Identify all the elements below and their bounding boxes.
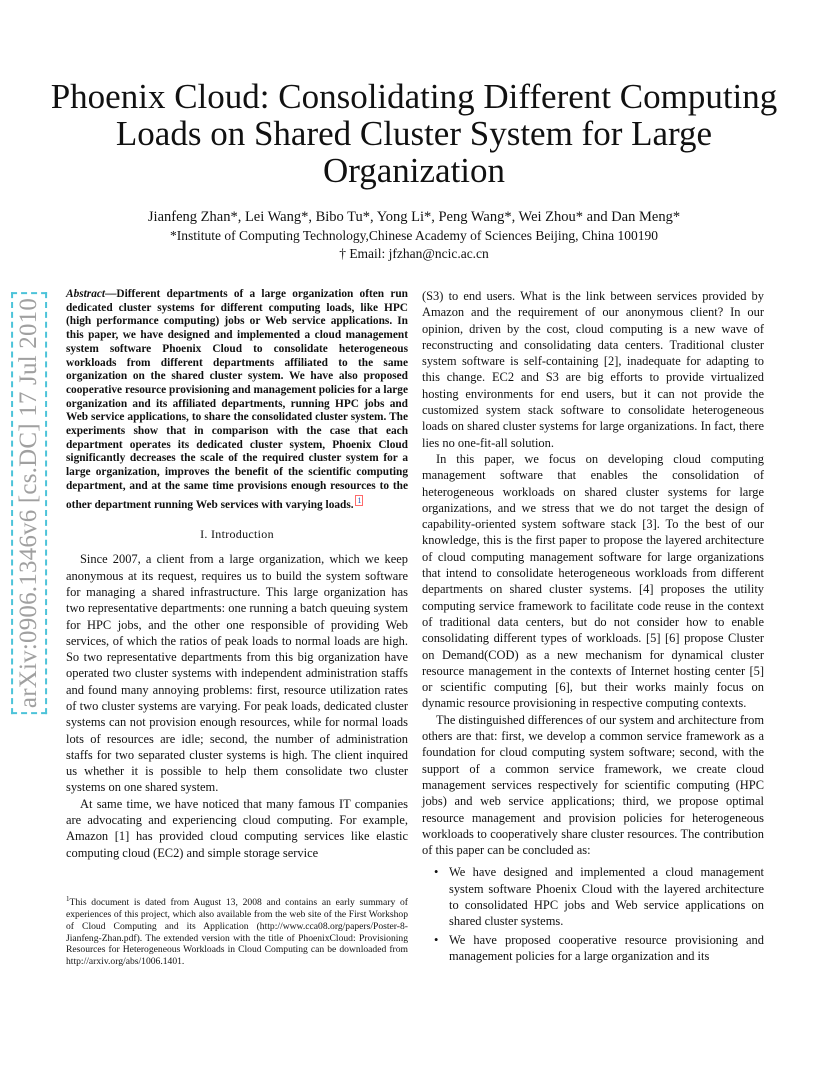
author-list: Jianfeng Zhan*, Lei Wang*, Bibo Tu*, Yong Li*, Peng Wang*, Wei Zhou* and Dan Meng* [147, 209, 681, 225]
affiliation: *Institute of Computing Technology,Chinese Academy of Sciences Beijing, China 100190 [170, 228, 658, 243]
footnote-link[interactable]: 1 [357, 495, 362, 505]
right-column [422, 288, 764, 966]
footnote [66, 894, 408, 968]
right-paragraph-1: (S3) to end users. What is the link between services provided by Amazon and the requirement of our anonymous client? In our opinion, driven by the cost, cloud computing is a new wave of reconstructing and consolidating data centers. Traditional cluster system software is self-containing [2], inadequate for adapting to this change. EC2 and S3 are big efforts to provide virtualized hosting environments for end users, but it can not provide the customized system stack software to consolidate heterogeneous loads on shared cluster systems for large organizations. In fact, there lies no one-fit-all solution. [422, 289, 764, 450]
paper-title: Phoenix Cloud: Consolidating Different Computing Loads on Shared Cluster System for Large Organization [50, 77, 778, 190]
contact-email: † Email: jfzhan@ncic.ac.cn [339, 246, 489, 261]
footnote-text: This document is dated from August 13, 2008 and contains an early summary of experiences of this project, which also available from the web site of the First Workshop of Cloud Computing and its Application (http://www.cca08.org/papers/Poster-8-Jianfeng-Zhan.pdf). The extended version with the title of PhoenixCloud: Provisioning Resources for Heterogeneous Workloads in Cloud Computing can be downloaded from http://arxiv.org/abs/1006.1401. [66, 897, 408, 968]
arxiv-identifier-stamp[interactable] [14, 268, 44, 738]
right-paragraph-2: In this paper, we focus on developing cloud computing management software that enables the consolidation of heterogeneous workloads on shared cluster systems for large organizations, and we stress that we do not target the design of capability-oriented system software stack [3]. To the best of our knowledge, this is the first paper to propose the layered architecture of cloud computing management software for large organizations that intend to consolidate heterogeneous workloads from different departments on shared cluster systems. [4] proposes the utility computing service framework to facilitate code reuse in the context of traditional data centers, but do not consider how to enable consolidating different types of workloads. [5] [6] propose Cluster on Demand(COD) as a new mechanism for dynamical cluster resource management in the contexts of Internet hosting center [5] or scientific computing [6], but their works mainly focus on dynamic resource provisioning in respective computing contexts. [422, 451, 764, 711]
right-paragraph-3: The distinguished differences of our system and architecture from others are that: first, we develop a common service framework as a foundation for cloud computing system software; second, with the support of a common service framework, we create cloud management services respectively for scientific computing (HPC jobs) and web service applications; third, we propose optimal resource management and provision policies for heterogeneous workloads to cooperatively share cluster resources. The contribution of this paper can be concluded as: [422, 712, 764, 858]
section-heading-introduction: I. Introduction [200, 527, 274, 542]
contribution-item: • We have proposed cooperative resource provisioning and management policies for a large organization and its [422, 932, 764, 965]
arxiv-identifier[interactable]: arXiv:0906.1346v6 [cs.DC] 17 Jul 2010 [15, 297, 42, 709]
intro-paragraph-1: Since 2007, a client from a large organization, which we keep anonymous at its request, requires us to build the system software for managing a shared infrastructure. This large organization has two representative departments: one running a batch queuing system for HPC jobs, and the other one responsible of providing Web services, of which the ratios of peak loads to normal loads are high. So two representative departments from this big organization have operated two cluster systems with independent administration staffs and found many annoying problems: first, resource utilization rates of two cluster systems are varying. For peak loads, dedicated cluster systems can not provision enough resources, while for normal loads lots of resources are idle; second, the number of administration staffs for two separated cluster systems is high. The client inquired us whether it is possible to help them consolidate two cluster systems on one shared system. [66, 552, 408, 795]
contribution-list [422, 864, 764, 964]
abstract-text: —Different departments of a large organization often run dedicated cluster systems for different computing loads, like HPC (high performance computing) jobs or Web service applications. In this paper, we have designed and implemented a cloud management system software Phoenix Cloud to consolidate heterogeneous workloads from different departments affiliated to the same organization on the shared cluster system. We have also proposed cooperative resource provisioning and management policies for a large organization and its affiliated departments, running HPC jobs and Web service applications, to share the consolidated cluster system. The experiments show that in comparison with the case that each department operates its dedicated cluster system, Phoenix Cloud significantly decreases the scale of the required cluster system for a large organization, improves the benefit of the scientific computing department, and at the same time provisions enough resources to the other department running Web services with varying loads. [66, 288, 408, 511]
abstract [66, 288, 408, 512]
left-column [66, 288, 408, 861]
abstract-label: Abstract [66, 288, 106, 300]
contribution-item: • We have designed and implemented a cloud management system software Phoenix Cloud with the layered architecture to consolidated HPC jobs and Web service applications on shared cluster systems. [422, 864, 764, 929]
intro-paragraph-2: At same time, we have noticed that many famous IT companies are advocating and experiencing cloud computing. For example, Amazon [1] has provided cloud computing services like elastic computing cloud (EC2) and simple storage service [66, 796, 408, 860]
footnote-number: 1 [66, 895, 70, 903]
